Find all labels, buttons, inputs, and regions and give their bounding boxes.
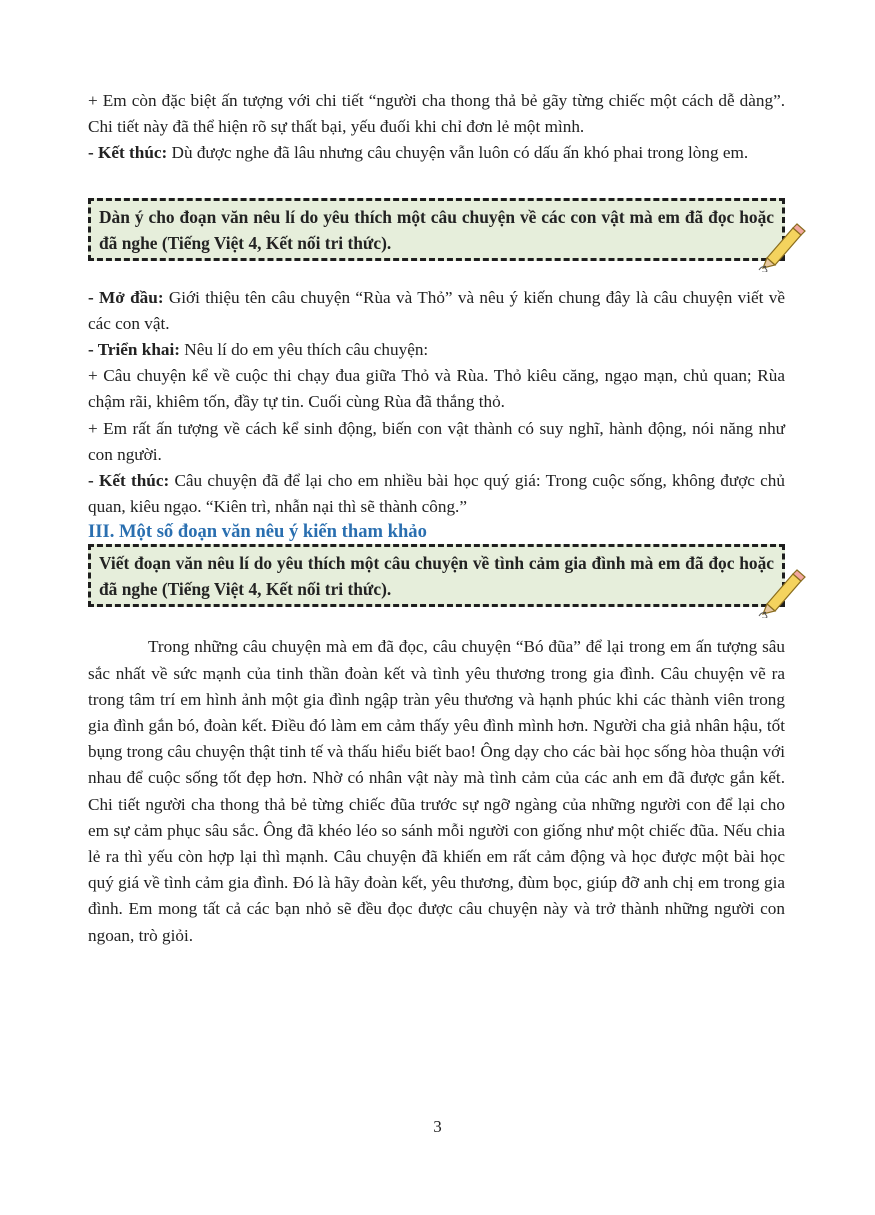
- ket-thuc-paragraph: [88, 468, 785, 520]
- intro-paragraph-2: [88, 140, 785, 166]
- outline-item-2: + Em rất ấn tượng về cách kể sinh động, biến con vật thành có suy nghĩ, hành động, nói năng như con người.: [88, 418, 785, 464]
- outline-item-1: + Câu chuyện kể về cuộc thi chạy đua giữa Thỏ và Rùa. Thỏ kiêu căng, ngạo mạn, chủ quan; Rùa chậm rãi, khiêm tốn, đầy tự tin. Cuối cùng Rùa đã thắng thỏ.: [88, 366, 785, 412]
- intro-paragraph-1: + Em còn đặc biệt ấn tượng với chi tiết “người cha thong thả bẻ gãy từng chiếc một cách dễ dàng”. Chi tiết này đã thể hiện rõ sự thất bại, yếu đuối khi chỉ đơn lẻ một mình.: [88, 91, 785, 137]
- pencil-icon: [757, 220, 807, 272]
- task-box-2: [88, 544, 785, 607]
- ket-thuc-label-2: - Kết thúc:: [88, 471, 170, 491]
- essay-paragraph: Trong những câu chuyện mà em đã đọc, câu chuyện “Bó đũa” để lại trong em ấn tượng sâu sắc nhất về sức mạnh của tinh thần đoàn kết và tình yêu thương trong gia đình. Câu chuyện vẽ ra trong tâm trí em hình ảnh một gia đình ngập tràn yêu thương và hạnh phúc khi các thành viên trong gia đình gắn bó, đoàn kết. Điều đó làm em cảm thấy yêu đình mình hơn. Người cha giả nhân hậu, tốt bụng trong câu chuyện thật tinh tế và thấu hiểu biết bao! Ông dạy cho các bài học sống hòa thuận với nhau để cuộc sống tốt đẹp hơn. Nhờ có nhân vật này mà tình cảm của các anh em đã được gắn kết. Chi tiết người cha thong thả bẻ từng chiếc đũa trước sự ngỡ ngàng của những người con để lại cho em sự cảm phục sâu sắc. Ông đã khéo léo so sánh mỗi người con giống như một chiếc đũa. Nếu chia lẻ ra thì yếu còn hợp lại thì mạnh. Câu chuyện đã khiến em rất cảm động và học được một bài học quý giá về tình cảm gia đình. Đó là hãy đoàn kết, yêu thương, đùm bọc, giúp đỡ anh chị em trong gia đình. Em mong tất cả các bạn nhỏ sẽ đều đọc được câu chuyện này và trở thành những người con ngoan, trò giỏi.: [88, 637, 785, 945]
- mo-dau-paragraph: [88, 285, 785, 337]
- ket-thuc-text: Dù được nghe đã lâu nhưng câu chuyện vẫn luôn có dấu ấn khó phai trong lòng em.: [167, 143, 749, 163]
- pencil-icon: [757, 566, 807, 618]
- task-box-1: [88, 198, 785, 261]
- ket-thuc-label: - Kết thúc:: [88, 143, 168, 163]
- mo-dau-label: - Mở đầu:: [88, 287, 164, 307]
- section-heading: III. Một số đoạn văn nêu ý kiến tham khảo: [88, 521, 427, 543]
- task-box-2-text: Viết đoạn văn nêu lí do yêu thích một câu chuyện về tình cảm gia đình mà em đã đọc hoặc đã nghe (Tiếng Việt 4, Kết nối tri thức).: [88, 544, 785, 607]
- page-content: [88, 88, 785, 949]
- page-number: 3: [433, 1117, 442, 1136]
- task-box-1-text: Dàn ý cho đoạn văn nêu lí do yêu thích một câu chuyện về các con vật mà em đã đọc hoặc đã nghe (Tiếng Việt 4, Kết nối tri thức).: [88, 198, 785, 261]
- trien-khai-label: - Triển khai:: [88, 340, 180, 360]
- ket-thuc-text-2: Câu chuyện đã để lại cho em nhiều bài học quý giá: Trong cuộc sống, không được chủ quan, kiêu ngạo. “Kiên trì, nhẫn nại thì sẽ thành công.”: [88, 471, 785, 517]
- trien-khai-text: Nêu lí do em yêu thích câu chuyện:: [180, 340, 429, 360]
- mo-dau-text: Giới thiệu tên câu chuyện “Rùa và Thỏ” và nêu ý kiến chung đây là câu chuyện viết về các con vật.: [88, 287, 785, 333]
- trien-khai-paragraph: [88, 337, 785, 363]
